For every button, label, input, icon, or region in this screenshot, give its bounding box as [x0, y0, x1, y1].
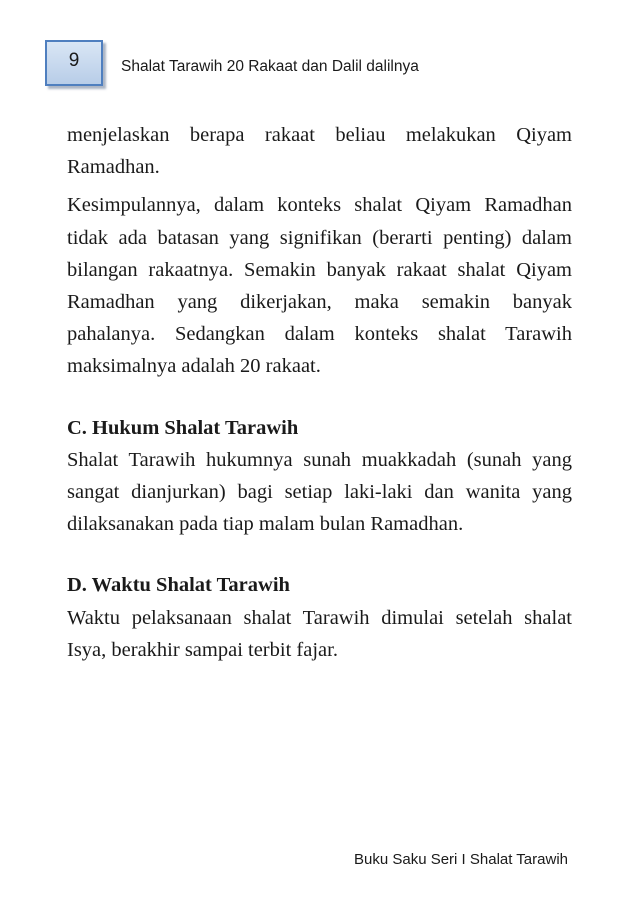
paragraph-hukum: Shalat Tarawih hukumnya sunah muakkadah (sunah yang sangat dianjurkan) bagi setiap laki-laki dan wanita yang dilaksanakan pada tiap malam bulan Ramadhan.: [67, 448, 572, 536]
page-number: 9: [68, 50, 80, 71]
page-number-badge: [45, 40, 103, 86]
running-header-title: Shalat Tarawih 20 Rakaat dan Dalil dalilnya: [121, 58, 419, 75]
paragraph-intro: menjelaskan berapa rakaat beliau melakukan Qiyam Ramadhan.: [67, 124, 572, 179]
paragraph-conclusion: Kesimpulannya, dalam konteks shalat Qiyam Ramadhan tidak ada batasan yang signifikan (berarti penting) dalam bilangan rakaatnya. Semakin banyak rakaat shalat Qiyam Ramadhan yang dikerjakan, maka semakin banyak pahalanya. Sedangkan dalam konteks shalat Tarawih maksimalnya adalah 20 rakaat.: [67, 194, 572, 378]
section-heading-waktu: D. Waktu Shalat Tarawih: [67, 574, 290, 597]
paragraph-waktu: Waktu pelaksanaan shalat Tarawih dimulai setelah shalat Isya, berakhir sampai terbit fajar.: [67, 606, 572, 661]
page-body: [67, 119, 572, 666]
running-footer: Buku Saku Seri I Shalat Tarawih: [353, 851, 568, 868]
section-heading-hukum: C. Hukum Shalat Tarawih: [67, 416, 299, 439]
